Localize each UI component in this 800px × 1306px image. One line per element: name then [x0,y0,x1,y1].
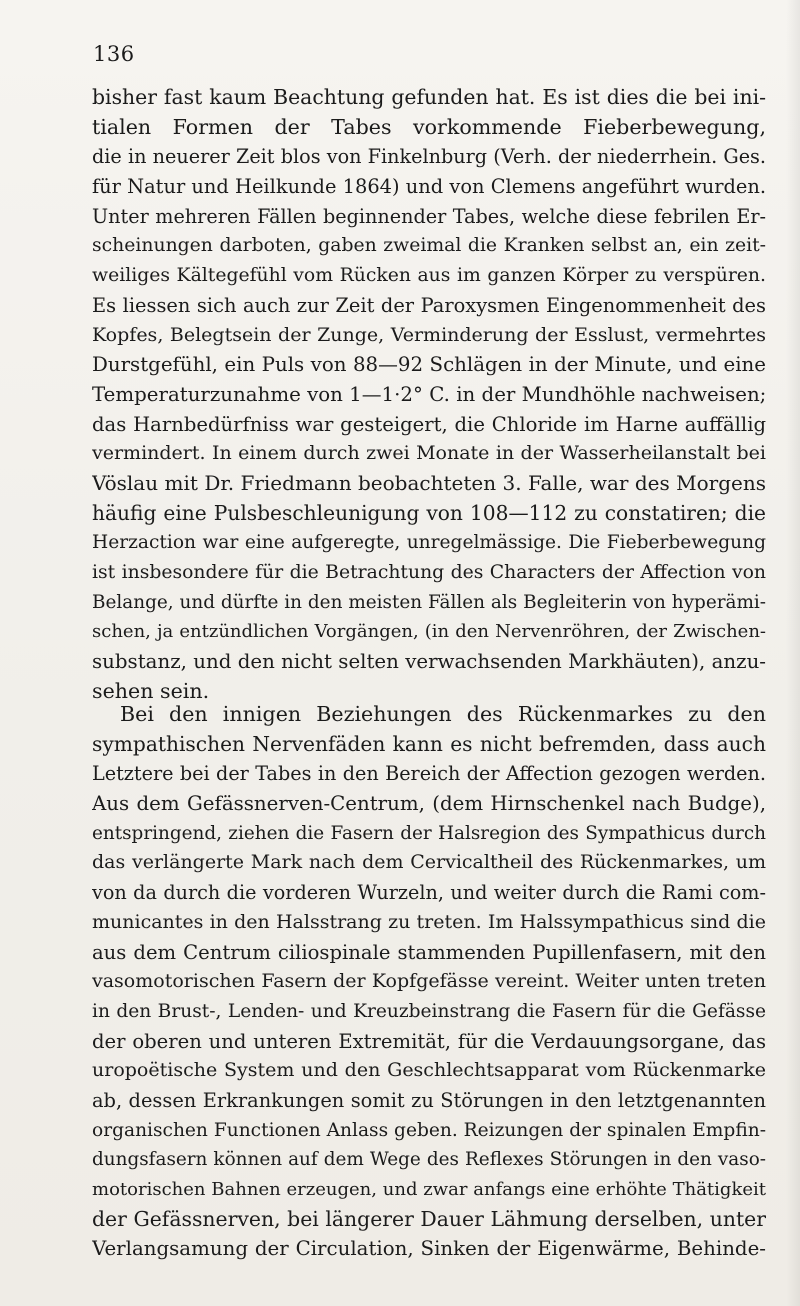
text-line: sehen sein. [92,678,210,703]
text-line: ab, dessen Erkrankungen somit zu Störungen in den letztgenannten [92,1088,766,1112]
text-line: bisher fast kaum Beachtung gefunden hat. Es ist dies die bei ini- [92,85,766,109]
text-line: vermindert. In einem durch zwei Monate in der Wasserheilanstalt bei [92,442,766,465]
text-line: substanz, und den nicht selten verwachsenden Markhäuten), anzu- [92,650,766,674]
text-line: Temperaturzunahme von 1—1·2° C. in der Mundhöhle nachweisen; [92,382,766,406]
text-line: uropoëtische System und den Geschlechtsapparat vom Rückenmarke [92,1059,766,1082]
text-line: Aus dem Gefässnerven-Centrum, (dem Hirnschenkel nach Budge), [92,792,766,816]
text-line: Letztere bei der Tabes in den Bereich der Affection gezogen werden. [92,762,766,786]
text-line: häufig eine Pulsbeschleunigung von 108—112 zu constatiren; die [92,500,766,525]
text-line: tialen Formen der Tabes vorkommende Fieberbewegung, [92,114,766,139]
text-line: Es liessen sich auch zur Zeit der Paroxysmen Eingenommenheit des [92,293,766,317]
text-line: Durstgefühl, ein Puls von 88—92 Schlägen in der Minute, und eine [92,353,766,377]
text-line: der oberen und unteren Extremität, für die Verdauungsorgane, das [92,1029,766,1053]
text-line: das verlängerte Mark nach dem Cervicaltheil des Rückenmarkes, um [92,851,766,874]
text-line: von da durch die vorderen Wurzeln, und weiter durch die Rami com- [92,881,766,905]
text-line: sympathischen Nervenfäden kann es nicht befremden, dass auch [92,731,766,756]
text-line: Verlangsamung der Circulation, Sinken der Eigenwärme, Behinde- [92,1237,766,1261]
text-line: das Harnbedürfniss war gesteigert, die Chloride im Harne auffällig [92,412,766,436]
text-line: Herzaction war eine aufgeregte, unregelmässige. Die Fieberbewegung [92,532,766,554]
paragraph-fever [92,83,766,706]
text-line: scheinungen darboten, gaben zweimal die Kranken selbst an, ein zeit- [92,235,766,257]
text-line: motorischen Bahnen erzeugen, und zwar anfangs eine erhöhte Thätigkeit [92,1179,766,1200]
page-number: 136 [93,42,135,66]
text-line: in den Brust-, Lenden- und Kreuzbeinstrang die Fasern für die Gefässe [92,1000,766,1022]
text-line: entspringend, ziehen die Fasern der Halsregion des Sympathicus durch [92,822,766,844]
text-line: Kopfes, Belegtsein der Zunge, Verminderung der Esslust, vermehrtes [92,323,766,346]
text-line: die in neuerer Zeit blos von Finkelnburg (Verh. der niederrhein. Ges. [92,145,766,169]
text-line: weiliges Kältegefühl vom Rücken aus im ganzen Körper zu verspüren. [92,265,766,287]
text-line: schen, ja entzündlichen Vorgängen, (in den Nervenröhren, der Zwischen- [92,621,766,643]
page-edge-shadow [786,0,800,1306]
text-line: organischen Functionen Anlass geben. Reizungen der spinalen Empfin- [92,1119,766,1141]
text-line: municantes in den Halsstrang zu treten. Im Halssympathicus sind die [92,910,766,933]
text-line: ist insbesondere für die Betrachtung des Characters der Affection von [92,562,766,583]
text-line: dungsfasern können auf dem Wege des Reflexes Störungen in den vaso- [92,1149,766,1171]
text-line: Belange, und dürfte in den meisten Fällen als Begleiterin von hyperämi- [92,591,766,613]
text-line: der Gefässnerven, bei längerer Dauer Lähmung derselben, unter [92,1206,766,1231]
text-line: vasomotorischen Fasern der Kopfgefässe vereint. Weiter unten treten [92,970,766,993]
text-line: für Natur und Heilkunde 1864) und von Clemens angeführt wurden. [92,175,766,199]
text-line: Vöslau mit Dr. Friedmann beobachteten 3. Falle, war des Morgens [92,470,766,495]
text-line: Unter mehreren Fällen beginnender Tabes, welche diese febrilen Er- [92,204,766,228]
text-line: aus dem Centrum ciliospinale stammenden Pupillenfasern, mit den [92,940,766,964]
paragraph-sympathetic [92,700,766,1264]
text-line: Bei den innigen Beziehungen des Rückenmarkes zu den [120,702,766,726]
